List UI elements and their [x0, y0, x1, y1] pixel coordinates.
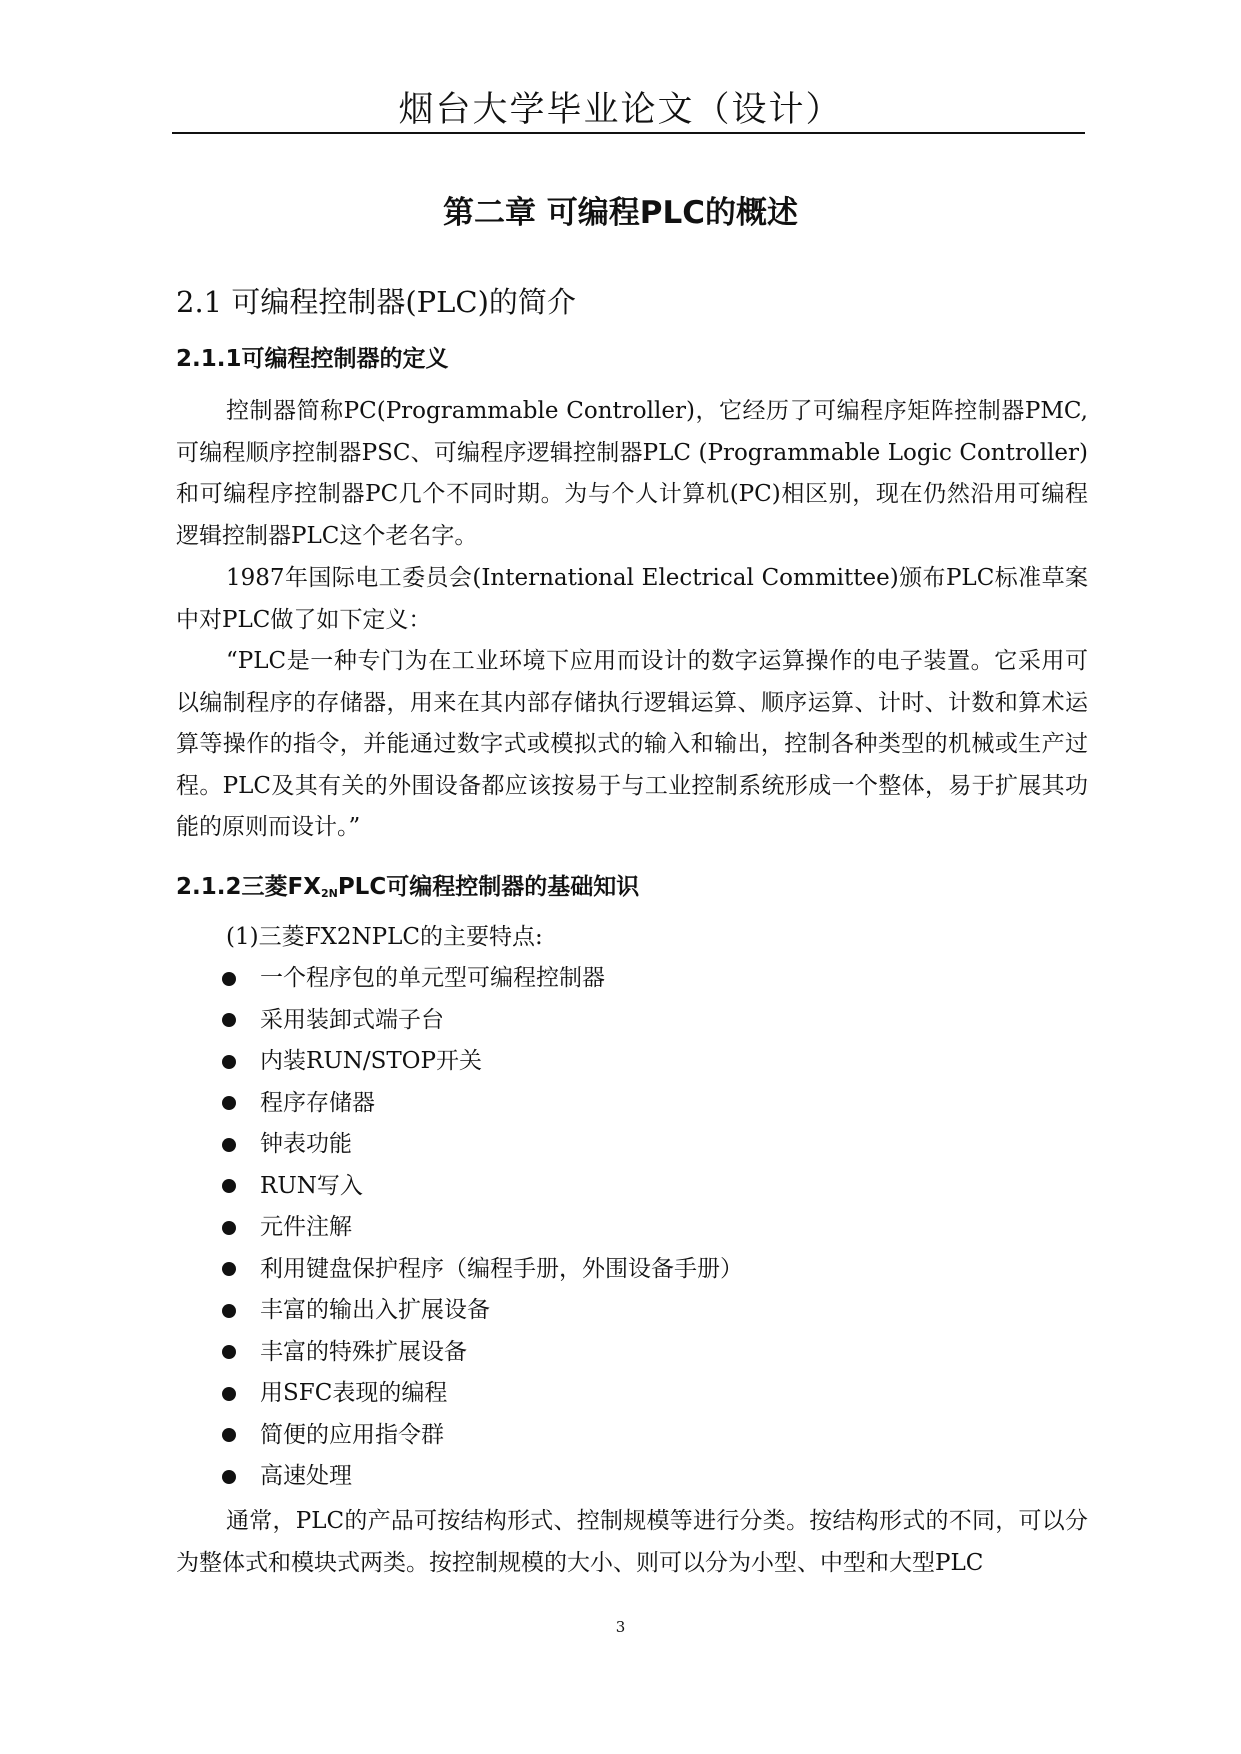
- bullet-icon: [222, 1055, 236, 1069]
- list-item: [220, 1249, 743, 1291]
- subsection-title-subscript: 2N: [320, 887, 338, 900]
- subsection-title-fx2n: [176, 868, 639, 901]
- list-item: [220, 1456, 743, 1498]
- subsection-title-prefix: 2.1.2三菱FX: [176, 874, 321, 900]
- list-item: [220, 1207, 743, 1249]
- bullet-icon: [222, 1304, 236, 1318]
- list-item: [220, 1041, 743, 1083]
- page-number: 3: [615, 1618, 626, 1636]
- list-item-text: 简便的应用指令群: [260, 1421, 444, 1448]
- list-item: [220, 1415, 743, 1457]
- paragraph-plc-history: 控制器简称PC(Programmable Controller)，它经历了可编程序矩阵控制器PMC,可编程顺序控制器PSC、可编程序逻辑控制器PLC (Programmable Logic Controller)和可编程序控制器PC几个不同时期。为与个人计算机(PC)相区别，现在仍然沿用可编程逻辑控制器PLC这个老名字。: [176, 398, 1088, 549]
- list-item: [220, 1124, 743, 1166]
- list-item: [220, 1373, 743, 1415]
- subsection-title-definition: 2.1.1可编程控制器的定义: [176, 346, 449, 372]
- bullet-icon: [222, 1221, 236, 1235]
- bullet-icon: [222, 972, 236, 986]
- header-divider: [172, 132, 1085, 134]
- list-item-text: 内装RUN/STOP开关: [260, 1048, 483, 1074]
- list-item: [220, 1000, 743, 1042]
- section-title: 2.1 可编程控制器(PLC)的简介: [176, 285, 576, 319]
- list-item: [220, 1083, 743, 1125]
- bullet-icon: [222, 1345, 236, 1359]
- list-item-text: 元件注解: [260, 1214, 352, 1240]
- list-item-text: 程序存储器: [260, 1089, 375, 1116]
- list-item-text: 丰富的输出入扩展设备: [260, 1297, 490, 1323]
- list-item-text: 用SFC表现的编程: [260, 1380, 448, 1406]
- paragraph-iec-definition-intro: 1987年国际电工委员会(International Electrical Committee)颁布PLC标准草案中对PLC做了如下定义：: [176, 565, 1088, 633]
- bullet-icon: [222, 1138, 236, 1152]
- list-item-text: RUN写入: [260, 1172, 363, 1199]
- list-item-text: 丰富的特殊扩展设备: [260, 1338, 467, 1365]
- list-item-text: 利用键盘保护程序（编程手册，外围设备手册）: [260, 1255, 743, 1282]
- bullet-icon: [222, 1470, 236, 1484]
- chapter-title: 第二章 可编程PLC的概述: [442, 195, 798, 231]
- features-list-intro: (1)三菱FX2NPLC的主要特点:: [226, 924, 543, 950]
- bullet-icon: [222, 1387, 236, 1401]
- bullet-icon: [222, 1262, 236, 1276]
- bullet-icon: [222, 1179, 236, 1193]
- list-item-text: 一个程序包的单元型可编程控制器: [260, 965, 605, 991]
- bullet-icon: [222, 1428, 236, 1442]
- paragraph-plc-classification: 通常，PLC的产品可按结构形式、控制规模等进行分类。按结构形式的不同，可以分为整体式和模块式两类。按控制规模的大小、则可以分为小型、中型和大型PLC: [176, 1508, 1088, 1576]
- list-item-text: 采用装卸式端子台: [260, 1006, 444, 1033]
- bullet-icon: [222, 1013, 236, 1027]
- paragraph-iec-definition-quote: “PLC是一种专门为在工业环境下应用而设计的数字运算操作的电子装置。它采用可以编制程序的存储器，用来在其内部存储执行逻辑运算、顺序运算、计时、计数和算术运算等操作的指令，并能通过数字式或模拟式的输入和输出，控制各种类型的机械或生产过程。PLC及其有关的外围设备都应该按易于与工业控制系统形成一个整体，易于扩展其功能的原则而设计。”: [176, 648, 1088, 840]
- list-item: [220, 1332, 743, 1374]
- list-item: [220, 958, 743, 1000]
- list-item: [220, 1166, 743, 1208]
- list-item: [220, 1290, 743, 1332]
- subsection-title-suffix: PLC可编程控制器的基础知识: [337, 874, 640, 900]
- list-item-text: 高速处理: [260, 1463, 352, 1489]
- page-header-title: 烟台大学毕业论文（设计）: [398, 90, 843, 130]
- bullet-icon: [222, 1096, 236, 1110]
- features-list: [220, 958, 743, 1498]
- list-item-text: 钟表功能: [260, 1131, 352, 1157]
